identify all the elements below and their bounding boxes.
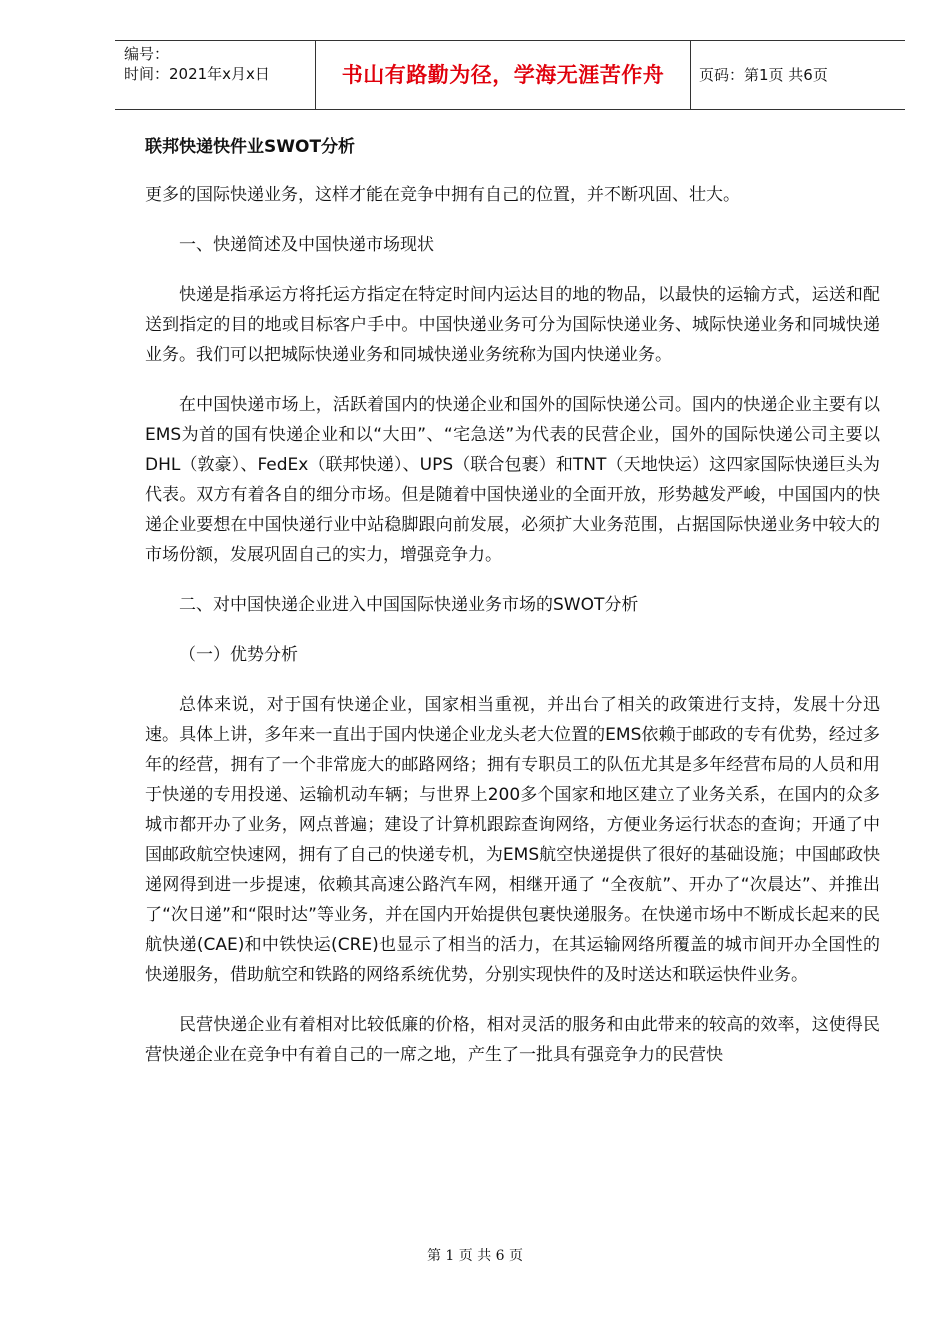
paragraph-strengths: 总体来说，对于国有快递企业，国家相当重视，并出台了相关的政策进行支持，发展十分迅速。具体上讲，多年来一直出于国内快递企业龙头老大位置的EMS依赖于邮政的专有优势，经过多年的经营，拥有了一个非常庞大的邮路网络；拥有专职员工的队伍尤其是多年经营布局的人员和用于快递的专用投递、运输机动车辆；与世界上200多个国家和地区建立了业务关系，在国内的众多城市都开办了业务，网点普遍；建设了计算机跟踪查询网络，方便业务运行状态的查询；开通了中国邮政航空快速网，拥有了自己的快递专机，为EMS航空快递提供了很好的基础设施；中国邮政快递网得到进一步提速，依赖其高速公路汽车网，相继开通了 “全夜航”、开办了“次晨达”、并推出了“次日递”和“限时达”等业务，并在国内开始提供包裹快递服务。在快递市场中不断成长起来的民航快递(CAE)和中铁快运(CRE)也显示了相当的活力，在其运输网络所覆盖的城市间开办全国性的快递服务，借助航空和铁路的网络系统优势，分别实现快件的及时送达和联运快件业务。 <box>145 695 880 985</box>
header-motto-cell <box>315 41 691 109</box>
doc-title: 联邦快递快件业SWOT分析 <box>145 137 356 157</box>
subsection-heading-strengths: （一）优势分析 <box>179 645 298 665</box>
page-info: 页码：第1页 共6页 <box>699 66 828 84</box>
header-meta <box>115 41 315 109</box>
page-footer: 第 1 页 共 6 页 <box>426 1248 524 1264</box>
header-page-cell <box>690 41 905 109</box>
code-label: 编号： <box>124 45 170 63</box>
paragraph-intro: 更多的国际快递业务，这样才能在竞争中拥有自己的位置，并不断巩固、壮大。 <box>145 185 740 205</box>
paragraph-private-express: 民营快递企业有着相对比较低廉的价格，相对灵活的服务和由此带来的较高的效率，这使得民营快递企业在竞争中有着自己的一席之地，产生了一批具有强竞争力的民营快 <box>145 1015 880 1065</box>
motto-text: 书山有路勤为径，学海无涯苦作舟 <box>341 63 665 87</box>
section-heading-2: 二、对中国快递企业进入中国国际快递业务市场的SWOT分析 <box>179 595 639 615</box>
section-heading-1: 一、快递简述及中国快递市场现状 <box>179 235 434 255</box>
document-body <box>145 132 880 1090</box>
paragraph-market-status: 在中国快递市场上，活跃着国内的快递企业和国外的国际快递公司。国内的快递企业主要有以EMS为首的国有快递企业和以“大田”、“宅急送”为代表的民营企业，国外的国际快递公司主要以DHL（敦豪）、FedEx（联邦快递）、UPS（联合包裹）和TNT（天地快运）这四家国际快递巨头为代表。双方有着各自的细分市场。但是随着中国快递业的全面开放，形势越发严峻，中国国内的快递企业要想在中国快递行业中站稳脚跟向前发展，必须扩大业务范围，占据国际快递业务中较大的市场份额，发展巩固自己的实力，增强竞争力。 <box>145 395 880 565</box>
page-header <box>115 40 905 110</box>
paragraph-express-definition: 快递是指承运方将托运方指定在特定时间内运达目的地的物品，以最快的运输方式，运送和配送到指定的目的地或目标客户手中。中国快递业务可分为国际快递业务、城际快递业务和同城快递业务。我们可以把城际快递业务和同城快递业务统称为国内快递业务。 <box>145 285 880 365</box>
time-label: 时间：2021年x月x日 <box>124 65 270 83</box>
